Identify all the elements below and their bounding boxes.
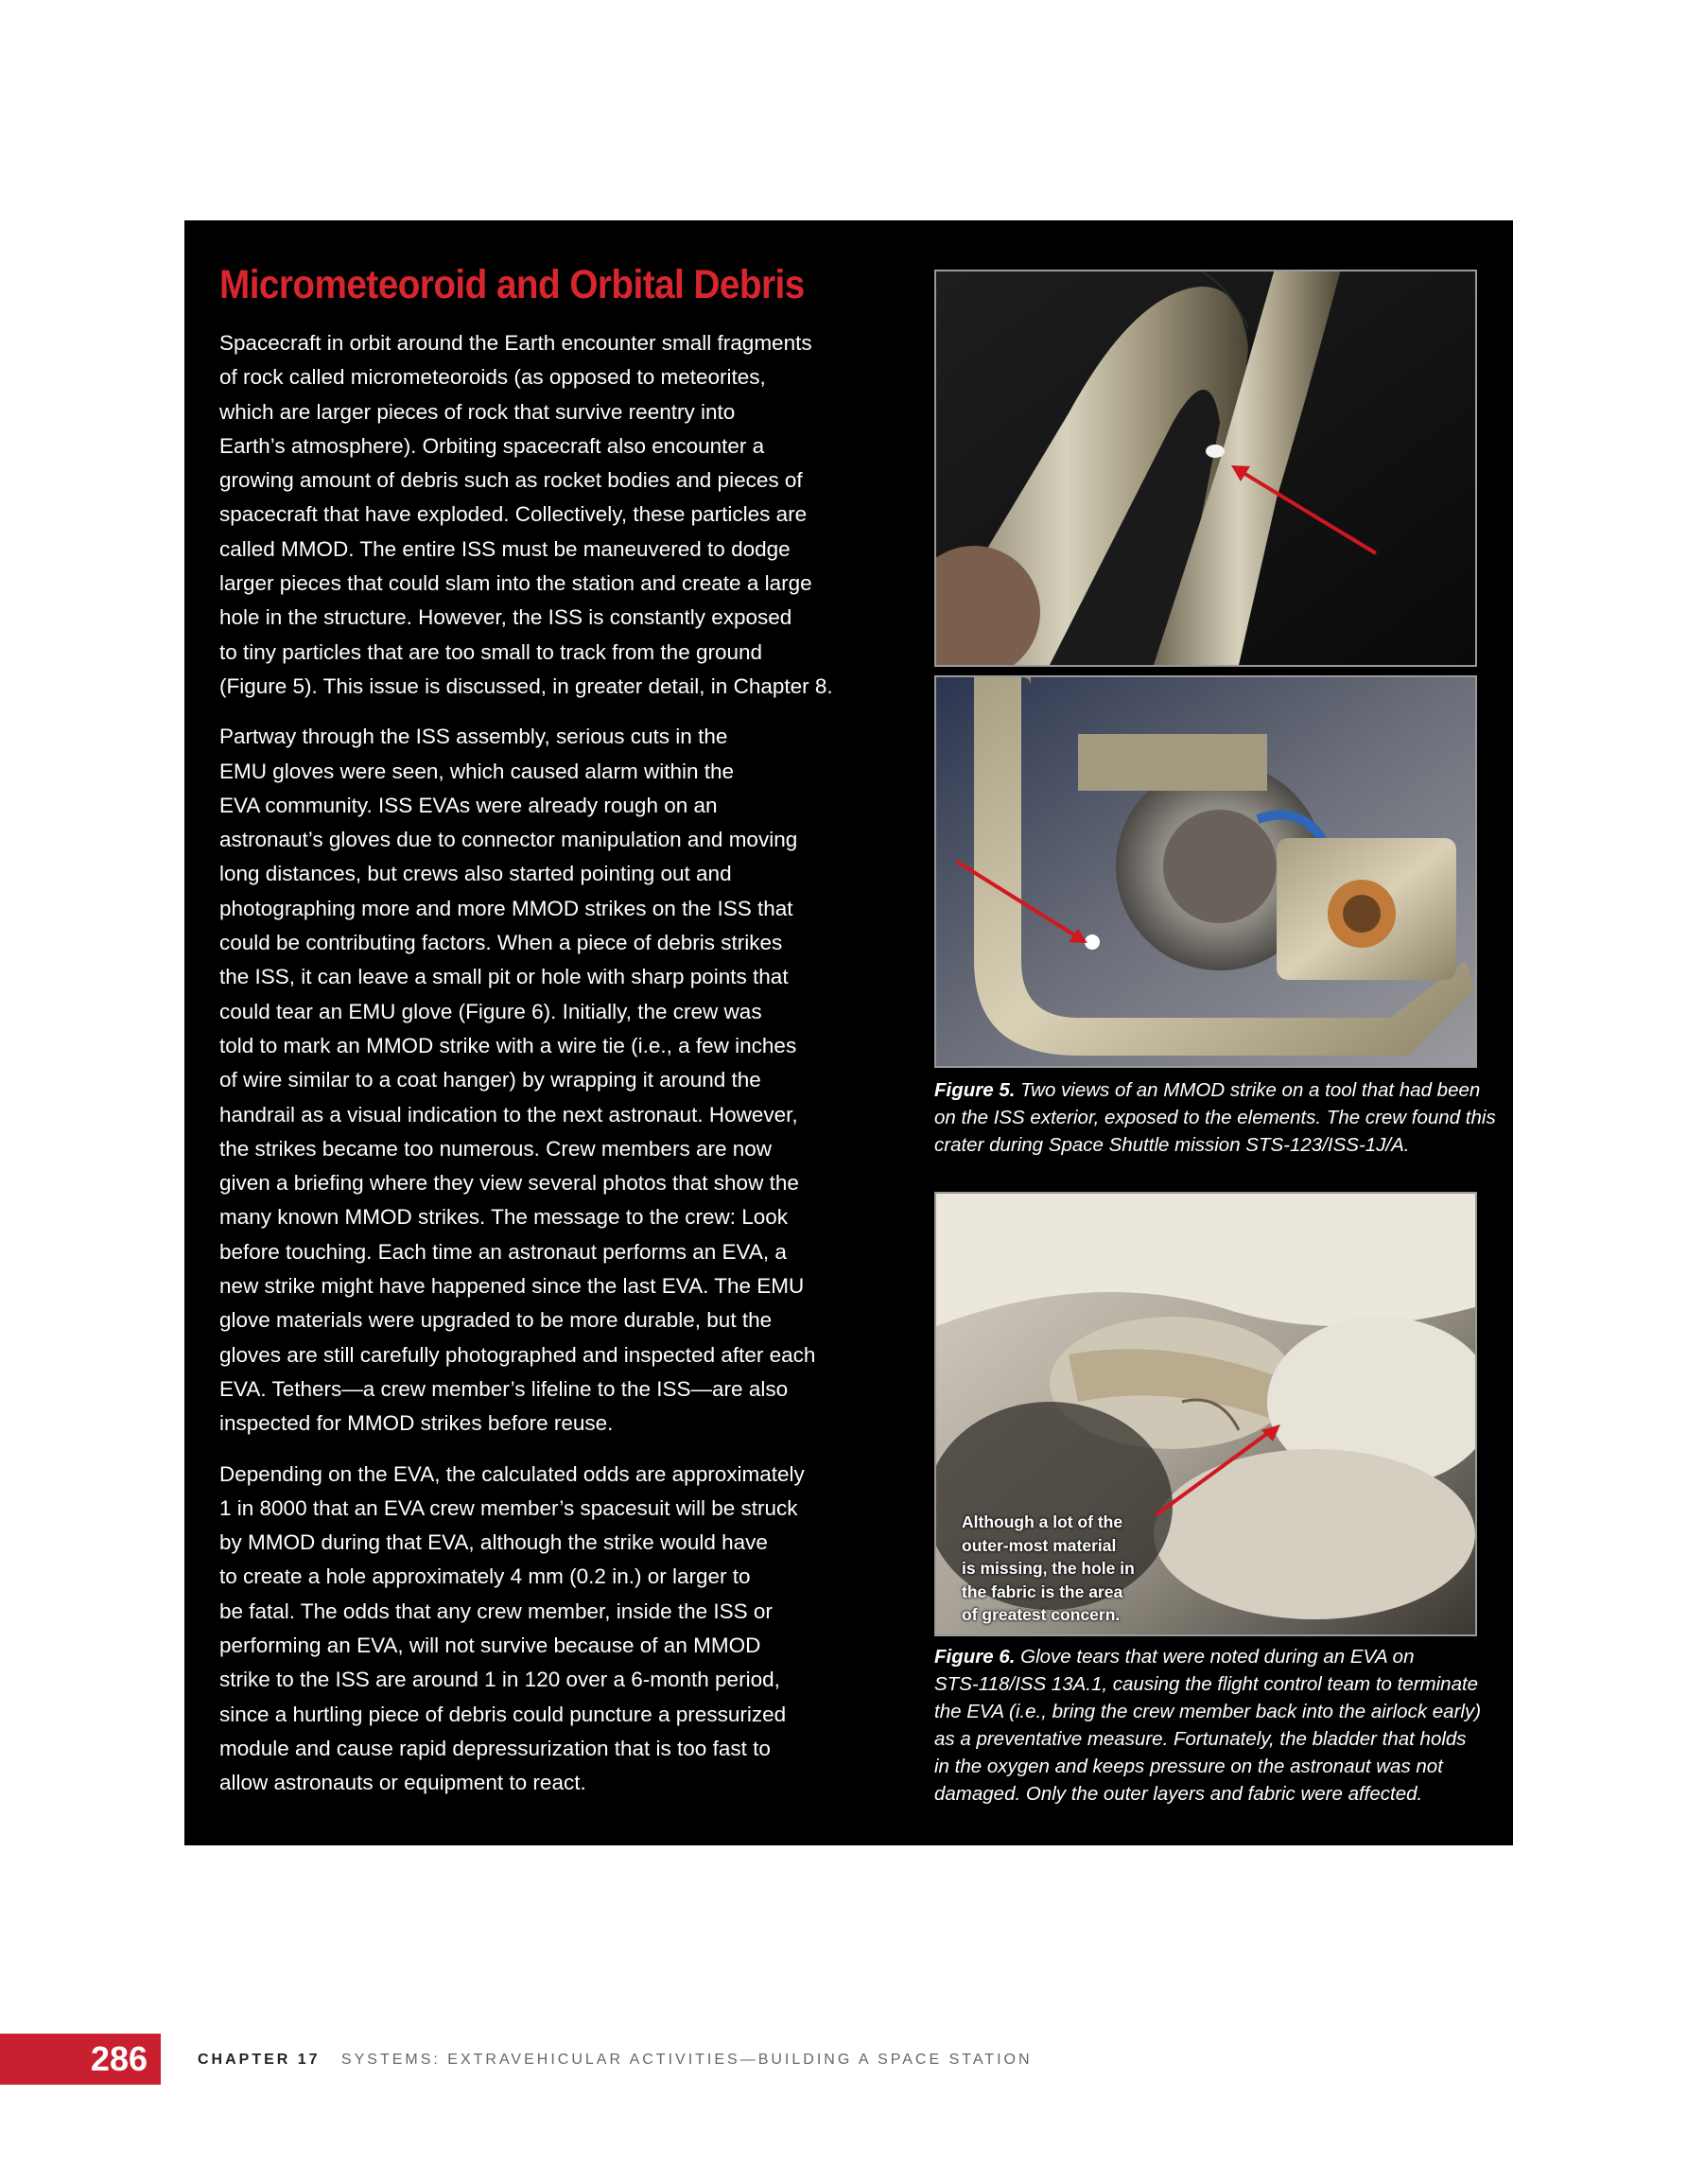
section-title: Micrometeoroid and Orbital Debris: [219, 262, 805, 307]
chapter-label: CHAPTER 17: [198, 2052, 321, 2068]
figure-6-text: Glove tears that were noted during an EVA on STS-118/ISS 13A.1, causing the flight control team to terminate the EVA (i.e., bring the crew member back into the airlock early) as a preventative measure. Fortunately, the bladder that holds in the oxygen and keeps pressure on the astronaut was not damaged. Only the outer layers and fabric were affected.: [934, 1646, 1482, 1805]
sidebar-panel: [184, 220, 1513, 1845]
figure-6-label: Figure 6.: [934, 1646, 1016, 1668]
paragraph-1: Spacecraft in orbit around the Earth encounter small fragments of rock called micrometeoroids (as opposed to meteorites, which are larger pieces of rock that survive reentry into Earth’s atmosphere). Orbiting spacecraft also encounter a growing amount of debris such as rocket bodies and pieces of spacecraft that have exploded. Collectively, these particles are called MMOD. The entire ISS must be maneuvered to dodge larger pieces that could slam into the station and create a large hole in the structure. However, the ISS is constantly exposed to tiny particles that are too small to track from the ground (Figure 5). This issue is discussed, in greater detail, in Chapter 8.: [219, 331, 833, 698]
figure-5-caption: [934, 1076, 1502, 1159]
tool-photo-illustration: [936, 271, 1475, 665]
paragraph-3: Depending on the EVA, the calculated odds are approximately 1 in 8000 that an EVA crew member’s spacesuit will be struck by MMOD during that EVA, although the strike would have to create a hole approximately 4 mm (0.2 in.) or larger to be fatal. The odds that any crew member, inside the ISS or performing an EVA, will not survive because of an MMOD strike to the ISS are around 1 in 120 over a 6-month period, since a hurtling piece of debris could puncture a pressurized module and cause rapid depressurization that is too fast to allow astronauts or equipment to react.: [219, 1461, 805, 1795]
figure-6-caption: [934, 1643, 1502, 1808]
figure-6-overlay-text: Although a lot of the outer-most material is missing, the hole in the fabric is the area of greatest concern.: [962, 1512, 1135, 1624]
paragraph-2: Partway through the ISS assembly, serious cuts in the EMU gloves were seen, which caused alarm within the EVA community. ISS EVAs were already rough on an astronaut’s gloves due to connector manipulation and moving long distances, but crews also started pointing out and photographing more and more MMOD strikes on the ISS that could be contributing factors. When a piece of debris strikes the ISS, it can leave a small pit or hole with sharp points that could tear an EMU glove (Figure 6). Initially, the crew was told to mark an MMOD strike with a wire tie (i.e., a few inches of wire similar to a coat hanger) by wrapping it around the handrail as a visual indication to the next astronaut. However, the strikes became too numerous. Crew members are now given a briefing where they view several photos that show the many known MMOD strikes. The message to the crew: Look before touching. Each time an astronaut performs an EVA, a new strike might have happened since the last EVA. The EMU glove materials were upgraded to be more durable, but the gloves are still carefully photographed and inspected after each EVA. Tethers—a crew member’s lifeline to the ISS—are also inspected for MMOD strikes before reuse.: [219, 725, 816, 1436]
figure-6-photo: [934, 1192, 1477, 1636]
mechanism-photo-illustration: [936, 677, 1475, 1066]
figure-5-label: Figure 5.: [934, 1079, 1016, 1101]
body-text: [219, 326, 910, 1816]
figure-5-photo-bottom: [934, 675, 1477, 1068]
page-number: 286: [90, 2039, 148, 2078]
figure-5-text: Two views of an MMOD strike on a tool that had been on the ISS exterior, exposed to the elements. The crew found this crater during Space Shuttle mission STS-123/ISS-1J/A.: [934, 1079, 1496, 1156]
page-number-box: [0, 2034, 161, 2085]
chapter-title: SYSTEMS: EXTRAVEHICULAR ACTIVITIES—BUILDING A SPACE STATION: [340, 2052, 1033, 2068]
running-footer: [198, 2052, 1033, 2069]
figure-5-photo-top: [934, 270, 1477, 667]
